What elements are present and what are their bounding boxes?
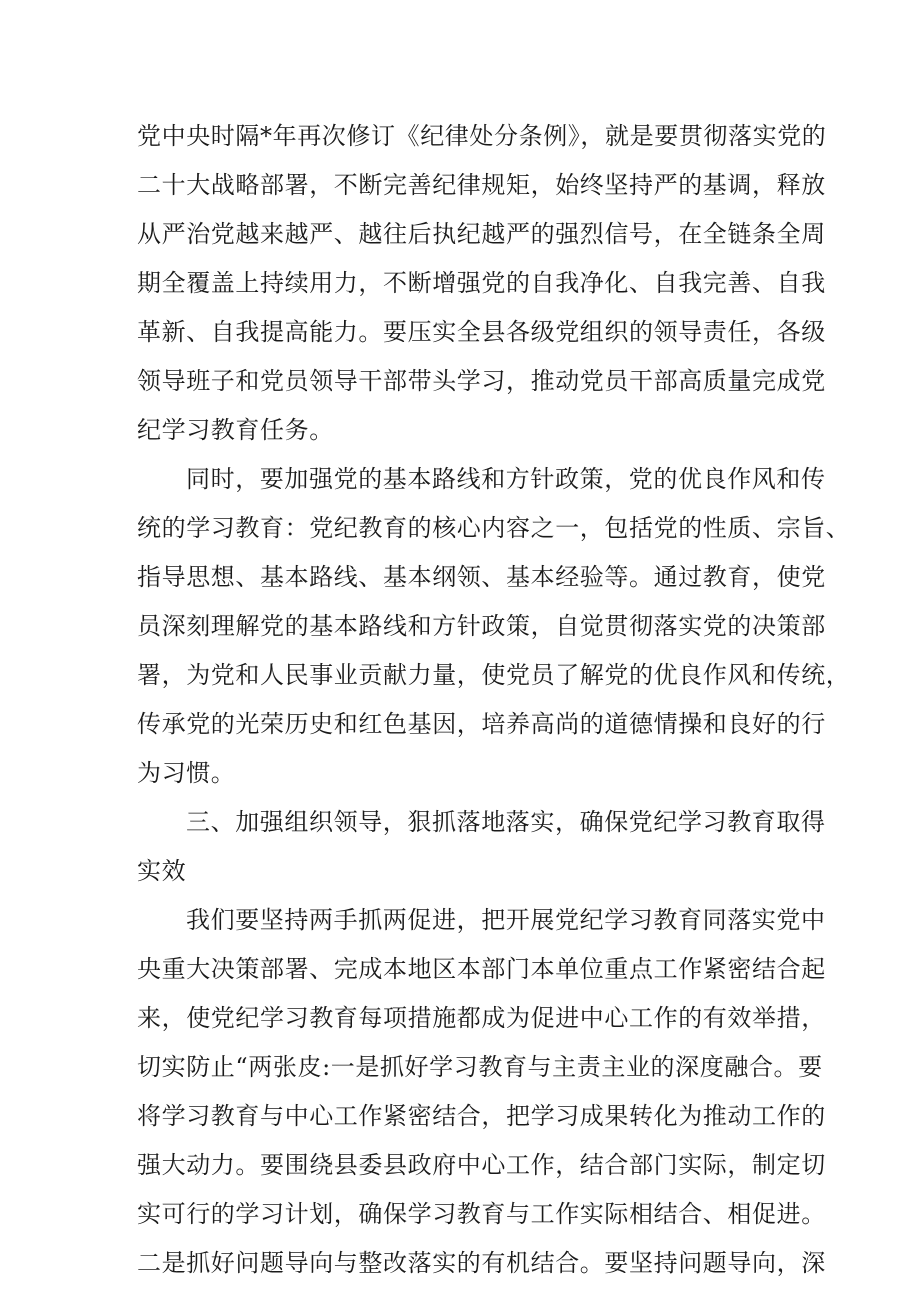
paragraph-line: 强大动力。要围绕县委县政府中心工作，结合部门实际，制定切 [137,1151,826,1179]
paragraph-line: 署，为党和人民事业贡献力量，使党员了解党的优良作风和传统， [137,661,851,689]
paragraph-line: 员深刻理解党的基本路线和方针政策，自觉贯彻落实党的决策部 [137,612,826,640]
paragraph-line: 纪学习教育任务。 [137,416,334,444]
paragraph-line: 期全覆盖上持续用力，不断增强党的自我净化、自我完善、自我 [137,269,826,297]
paragraph-line: 实可行的学习计划，确保学习教育与工作实际相结合、相促进。 [137,1200,826,1228]
paragraph-line: 传承党的光荣历史和红色基因，培养高尚的道德情操和良好的行 [137,710,826,738]
paragraph-line: 央重大决策部署、完成本地区本部门本单位重点工作紧密结合起 [137,955,826,983]
paragraph-line: 来，使党纪学习教育每项措施都成为促进中心工作的有效举措， [137,1004,826,1032]
heading-line: 实效 [137,857,187,885]
paragraph-4 [137,896,826,1288]
paragraph-line: 党中央时隔*年再次修订《纪律处分条例》，就是要贯彻落实党的 [137,122,827,150]
heading-line: 三、加强组织领导，狠抓落地落实，确保党纪学习教育取得 [186,808,826,836]
paragraph-line: 为习惯。 [137,759,236,787]
paragraph-line: 革新、自我提高能力。要压实全县各级党组织的领导责任，各级 [137,318,826,346]
paragraph-line: 切实防止“两张皮:一是抓好学习教育与主责主业的深度融合。要 [137,1053,823,1081]
paragraph-line: 同时，要加强党的基本路线和方针政策，党的优良作风和传 [186,465,826,493]
paragraph-line: 我们要坚持两手抓两促进，把开展党纪学习教育同落实党中 [186,906,826,934]
paragraph-line: 二是抓好问题导向与整改落实的有机结合。要坚持问题导向，深 [137,1249,826,1277]
paragraph-line: 统的学习教育：党纪教育的核心内容之一，包括党的性质、宗旨、 [137,514,851,542]
document-body [137,112,851,1288]
paragraph-1 [137,112,827,455]
paragraph-line: 领导班子和党员领导干部带头学习，推动党员干部高质量完成党 [137,367,826,395]
paragraph-line: 将学习教育与中心工作紧密结合，把学习成果转化为推动工作的 [137,1102,826,1130]
paragraph-2 [137,455,851,798]
paragraph-line: 二十大战略部署，不断完善纪律规矩，始终坚持严的基调，释放 [137,171,826,199]
section-heading [137,798,826,896]
paragraph-line: 指导思想、基本路线、基本纲领、基本经验等。通过教育，使党 [137,563,826,591]
paragraph-line: 从严治党越来越严、越往后执纪越严的强烈信号，在全链条全周 [137,220,826,248]
